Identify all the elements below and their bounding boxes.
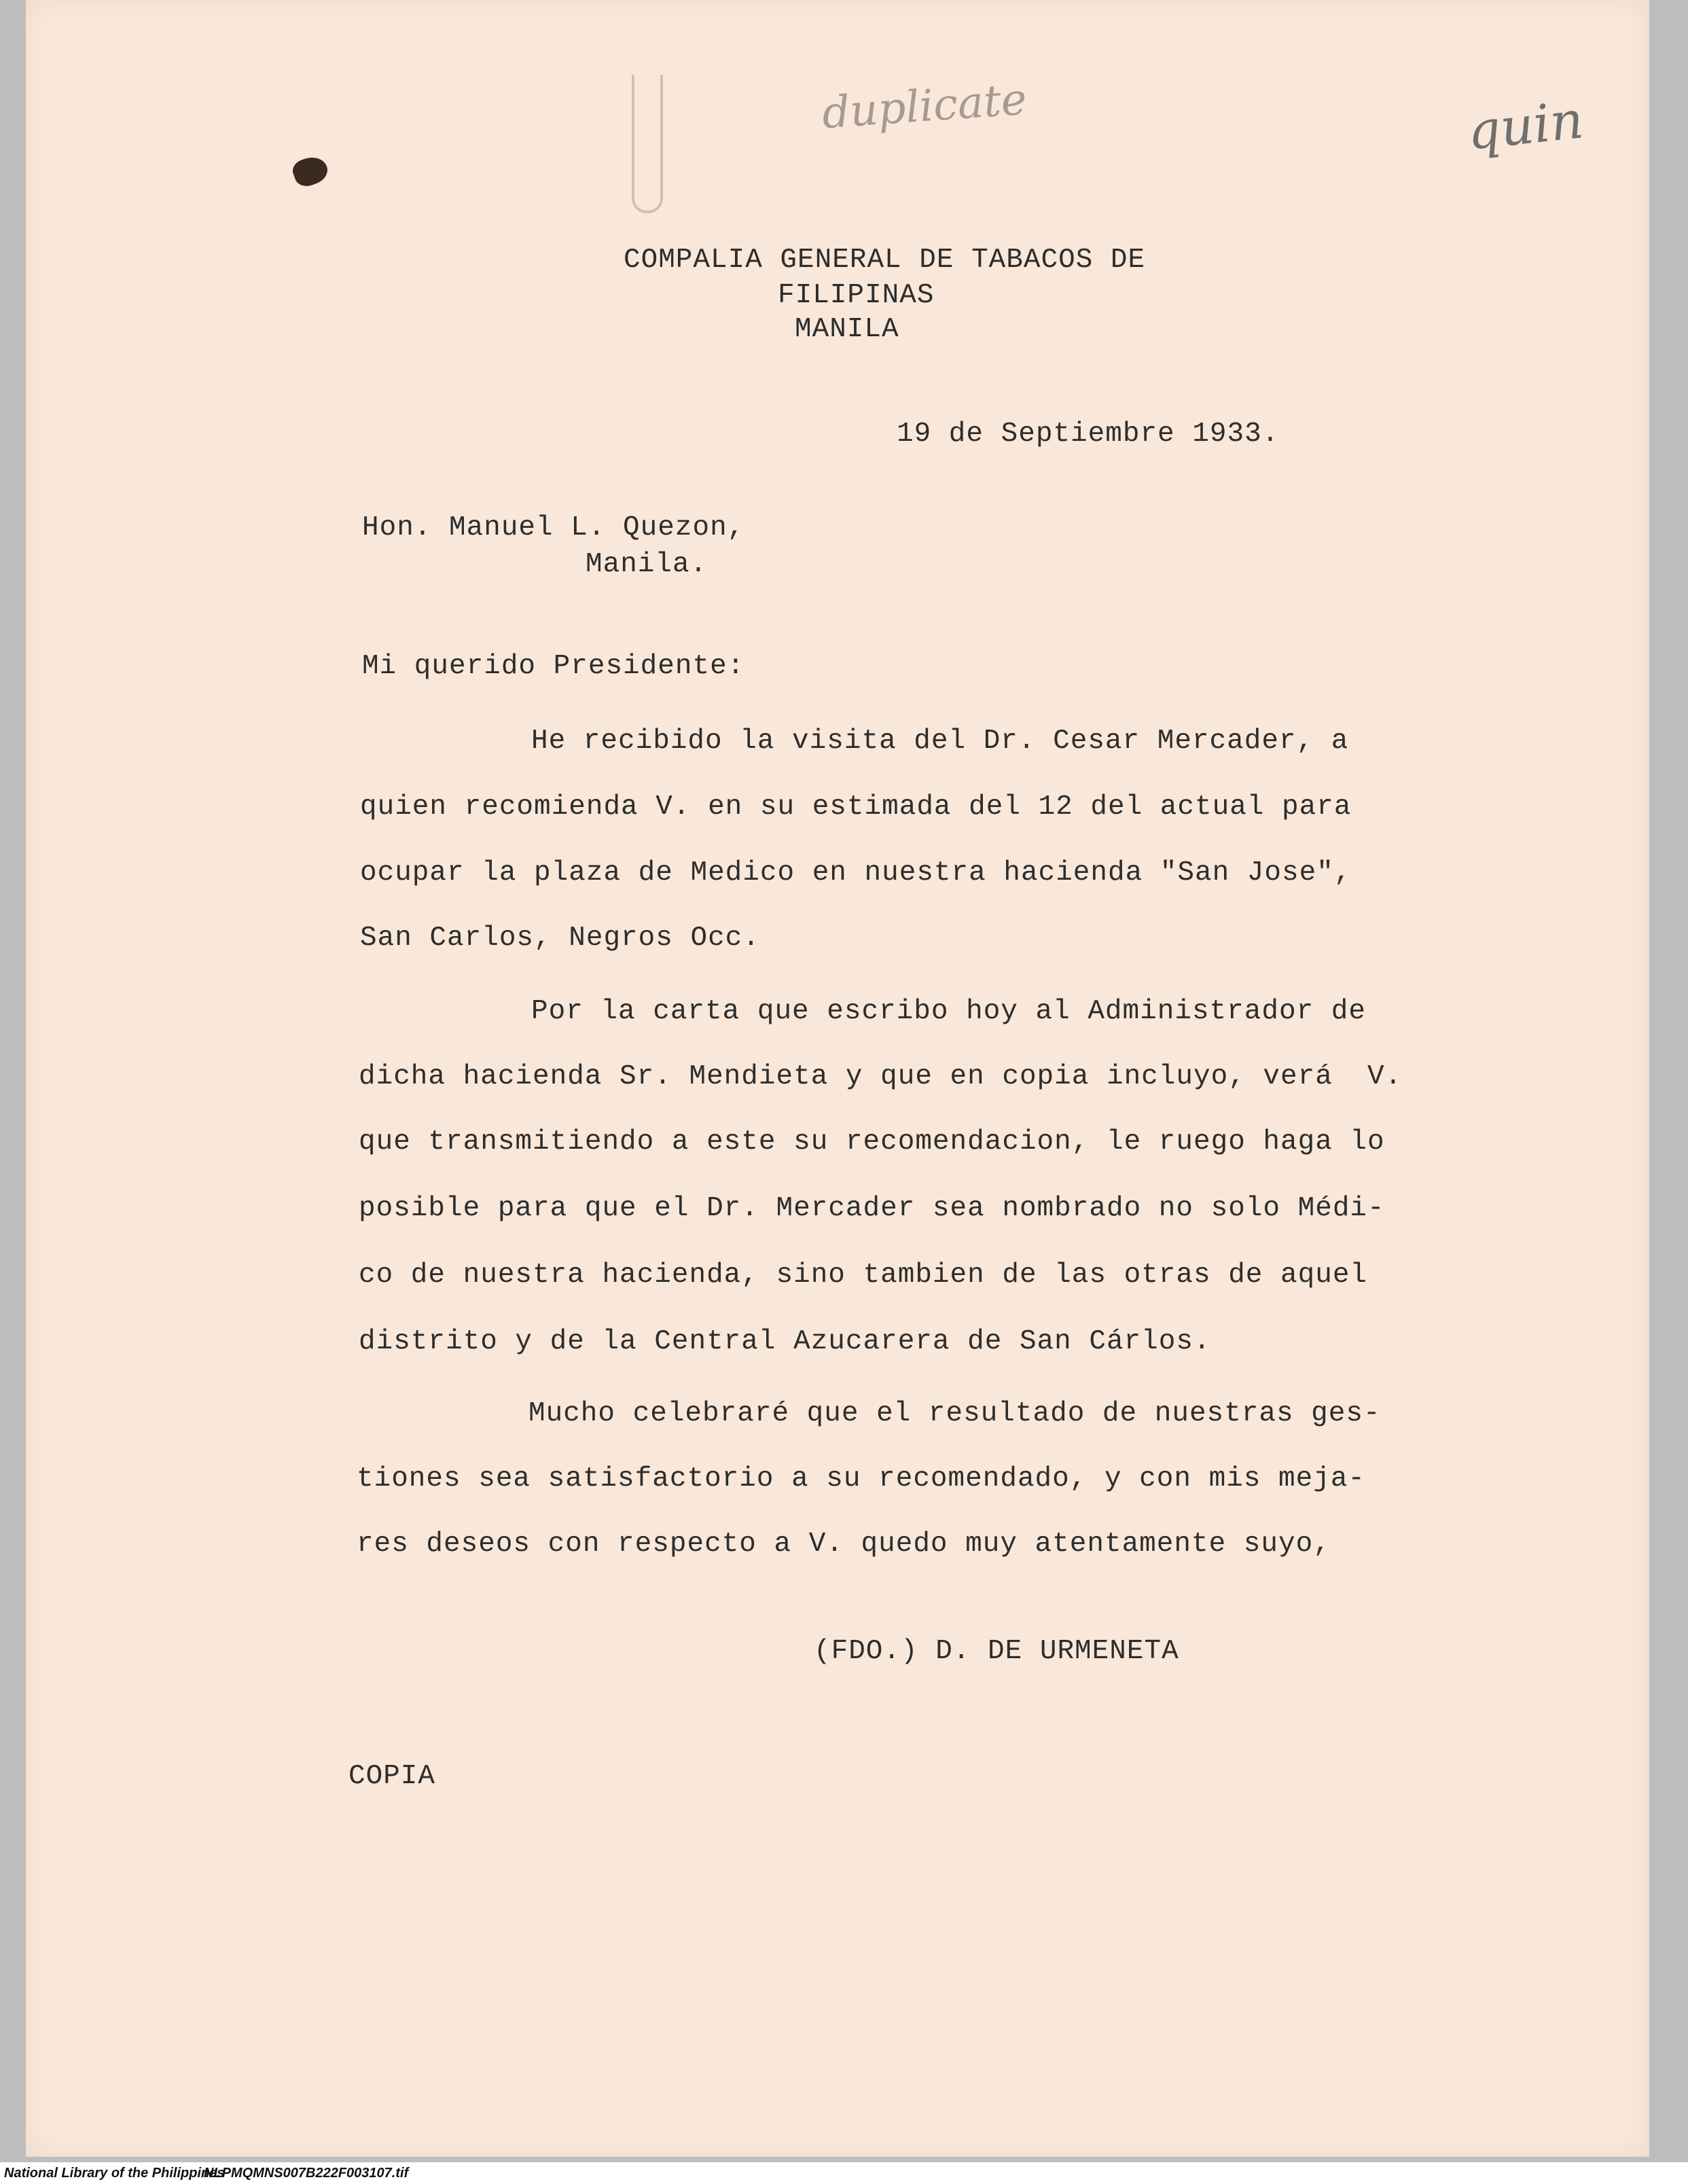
pencil-annotation-duplicate: duplicate <box>820 74 1028 139</box>
footer-library-name: National Library of the Philippines <box>4 2166 225 2181</box>
signature: (FDO.) D. DE URMENETA <box>814 1636 1179 1667</box>
recipient-line-2: Manila. <box>586 549 708 580</box>
paragraph-2-line-2: dicha hacienda Sr. Mendieta y que en copia incluyo, verá V. <box>359 1061 1403 1092</box>
copy-label: COPIA <box>348 1761 436 1792</box>
letterhead-line-3: MANILA <box>795 314 899 345</box>
paragraph-3-line-3: res deseos con respecto a V. quedo muy atentamente suyo, <box>357 1528 1331 1560</box>
paragraph-1-line-2: quien recomienda V. en su estimada del 12 del actual para <box>360 791 1352 823</box>
paperclip-mark <box>632 75 663 213</box>
letterhead-line-2: FILIPINAS <box>778 280 935 311</box>
paragraph-1-line-4: San Carlos, Negros Occ. <box>360 923 760 954</box>
paragraph-3-line-2: tiones sea satisfactorio a su recomendado, y con mis meja- <box>357 1463 1366 1494</box>
paragraph-1-line-1: He recibido la visita del Dr. Cesar Mercader, a <box>531 726 1349 757</box>
footer-filename: NLPMQMNS007B222F003107.tif <box>204 2166 409 2181</box>
letter-date: 19 de Septiembre 1933. <box>897 418 1280 450</box>
letterhead-line-1: COMPALIA GENERAL DE TABACOS DE <box>624 245 1146 276</box>
paragraph-1-line-3: ocupar la plaza de Medico en nuestra hacienda "San Jose", <box>360 857 1352 889</box>
pencil-annotation-quin: quin <box>1464 89 1587 162</box>
recipient-line-1: Hon. Manuel L. Quezon, <box>362 512 745 543</box>
paragraph-2-line-1: Por la carta que escribo hoy al Administrador de <box>531 996 1366 1027</box>
paragraph-2-line-6: distrito y de la Central Azucarera de San Cárlos. <box>359 1326 1211 1357</box>
paragraph-2-line-5: co de nuestra hacienda, sino tambien de las otras de aquel <box>359 1259 1368 1291</box>
paragraph-2-line-3: que transmitiendo a este su recomendacion, le ruego haga lo <box>359 1126 1385 1158</box>
salutation: Mi querido Presidente: <box>362 651 745 682</box>
paragraph-2-line-4: posible para que el Dr. Mercader sea nombrado no solo Médi- <box>359 1193 1385 1224</box>
paragraph-3-line-1: Mucho celebraré que el resultado de nuestras ges- <box>528 1398 1381 1429</box>
